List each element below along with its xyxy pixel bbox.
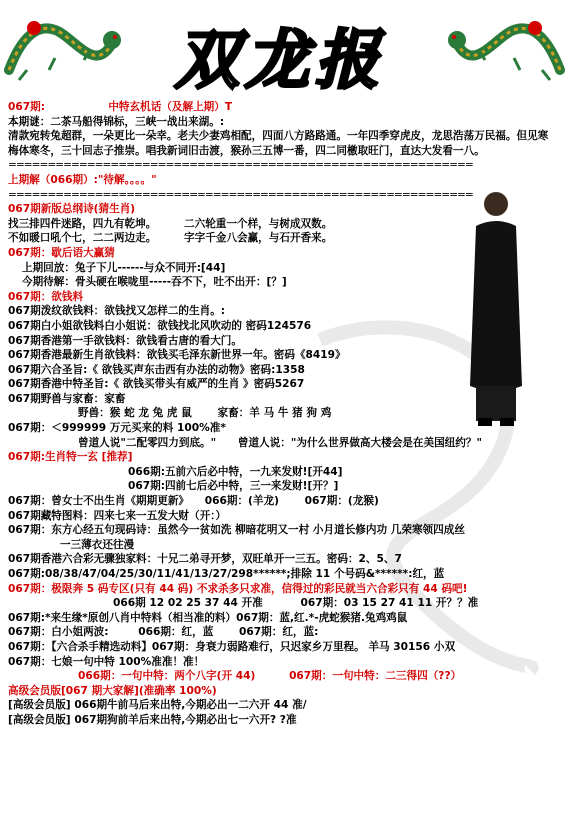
last-issue-answer: 上期解（066期）:"待解。。。。"	[8, 173, 157, 186]
text-line: 067期：＜999999 万元买来的料 100%准*	[8, 422, 226, 435]
text-line: 067期：【六合杀手精选动料】067期：身衰力弱路难行，只迟家乡万里程。 羊马 30156 小双	[8, 640, 456, 653]
text-line: 067期野兽与家畜：家畜	[8, 392, 126, 405]
quote-part: 曾道人说"二配零四力到底。"	[78, 436, 217, 449]
text-part: 067期：红，蓝:	[239, 626, 319, 639]
separator: ===========================================================	[8, 159, 473, 172]
verse-part: 二六轮重一个样，与树成双数。	[184, 217, 333, 230]
verse-part: 字字千金八会赢，与石开香来。	[184, 232, 333, 245]
text-line	[8, 494, 563, 509]
text-part: 067期：一句中特：二三得四（??）	[289, 670, 462, 683]
text-line: 067期：东方心经五句现码诗：虽然今一贫如洗 柳暗花明又一村 小月道长修内功 几荣寒领四成丝	[8, 524, 465, 537]
poem-paragraph: 清款宛转兔超群，一朵更比一朵幸。老夫少妻鸡相配，四面八方路路通。一年四季穿虎皮，龙思浩荡万民福。但见寒梅体寒冬，三十回志子推崇。唱我新词旧击渡，猴孙三五博一番，四二同檄取旺门，直达大发看一八。	[8, 130, 549, 157]
text-line: 067期泼纹欲钱料：欲钱找又怎样二的生肖。:	[8, 305, 226, 318]
section-heading: 067期:生肖特一玄 [推荐]	[8, 451, 133, 464]
header	[0, 0, 569, 100]
dragon-right-illustration	[445, 10, 565, 90]
text-line: 067期香港六合彩无骤独家料：十兄二弟寻开梦，双旺单开一三五。密码：2、5、7	[8, 553, 402, 566]
text-line: 066期:五前六后必中特，一九来发财![开44]	[128, 465, 343, 478]
zodiac-domestic: 家畜：羊 马 牛 猪 狗 鸡	[217, 407, 332, 420]
text-part: 066期：(羊龙)	[204, 495, 279, 508]
section-heading: 中特玄机话（及解上期）T	[108, 101, 233, 113]
article-body	[8, 100, 563, 728]
text-line: 上期回放：兔子下儿------与众不同开:[44]	[22, 261, 226, 274]
verse-line	[8, 217, 563, 232]
section-heading: 高级会员版[067 期大家解](准确率 100%)	[8, 684, 217, 697]
text-line: 067期六合圣旨:《 欲钱买声东击西有办法的动物》密码:1358	[8, 363, 305, 376]
newspaper-title: 双龙报	[175, 23, 385, 98]
number-part: 067期：03 15 27 41 11 开？？准	[300, 597, 479, 610]
zodiac-line	[8, 406, 563, 421]
text-line: [高级会员版] 066期牛前马后来出特,今期必出一二六开 44 准/	[8, 699, 307, 712]
quote-part: 曾道人说："为什么世界做高大楼会是在美国纽约？"	[237, 436, 482, 449]
zodiac-wild: 野兽：猴 蛇 龙 兔 虎 鼠	[78, 407, 192, 420]
number-line	[8, 596, 563, 611]
text-line: 067期藏特图料：四来七来一五发大财（开：）	[8, 509, 227, 522]
text-line: 067期香港最新生肖欲钱料：欲钱买毛泽东新世界一年。密码《8419》	[8, 349, 346, 362]
text-line: 067期:08/38/47/04/25/30/11/41/13/27/298******;排除 11 个号码&******:红，蓝	[8, 568, 445, 580]
text-line	[8, 625, 563, 640]
verse-line	[8, 231, 563, 246]
dragon-left-illustration	[4, 10, 124, 90]
text-line: 067期:*来生缘*原创八肖中特料（相当准的料）067期：蓝,红.*-虎蛇猴猪.兔鸡鸡鼠	[8, 611, 408, 624]
text-line	[8, 669, 563, 684]
riddle-line: 本期谜：二茶马船得锦标，三峡一战出来湖。:	[8, 115, 225, 128]
text-line: 067期香港第一手欲钱料：欲钱看古唐的看大门。	[8, 334, 242, 347]
text-part: 066期：红，蓝	[138, 626, 214, 639]
section-heading: 067期新版总纲诗(猜生肖)	[8, 203, 136, 216]
text-part: 067期：曾女士不出生肖《期期更新》	[8, 495, 190, 508]
text-part: 067期：白小姐两波:	[8, 626, 109, 639]
text-line: 067期：七娘一句中特 100%准准！准！	[8, 655, 205, 668]
verse-part: 不如暖口吼个七，二二两边走。	[8, 232, 157, 245]
issue-label: 067期:	[8, 101, 45, 113]
text-line	[8, 436, 563, 451]
text-line: 067期白小姐欲钱料白小姐说：欲钱找北风吹动的 密码124576	[8, 319, 312, 332]
text-line: 067期香港中特圣旨:《 欲钱买带头有威严的生肖 》密码5267	[8, 378, 305, 391]
text-line: 今期待解：骨头硬在喉咙里-----吞不下，吐不出开：[？]	[22, 276, 287, 289]
text-line: 一三薄衣还往漫	[60, 538, 135, 551]
text-line: 067期：极限奔 5 码专区(只有 44 码) 不求杀多只求准，信得过的彩民就当六合彩只有 44 码吧!	[8, 582, 468, 595]
line-1	[8, 100, 563, 115]
text-part: 067期：(龙猴)	[304, 495, 379, 508]
verse-part: 找三排四件迷路，四九有乾坤。	[8, 217, 157, 230]
section-heading: 067期：歇后语大赢猜	[8, 246, 115, 259]
section-heading: 067期：欲钱料	[8, 290, 84, 303]
text-line: [高级会员版] 067期狗前羊后来出特,今期必出七一六开? ?准	[8, 713, 297, 726]
text-line: 067期:四前七后必中特，三一来发财![开？]	[128, 480, 339, 493]
separator: ===========================================================	[8, 188, 473, 201]
number-part: 066期 12 02 25 37 44 开准	[113, 597, 263, 610]
text-part: 066期：一句中特：两个八字(开 44)	[78, 670, 256, 683]
